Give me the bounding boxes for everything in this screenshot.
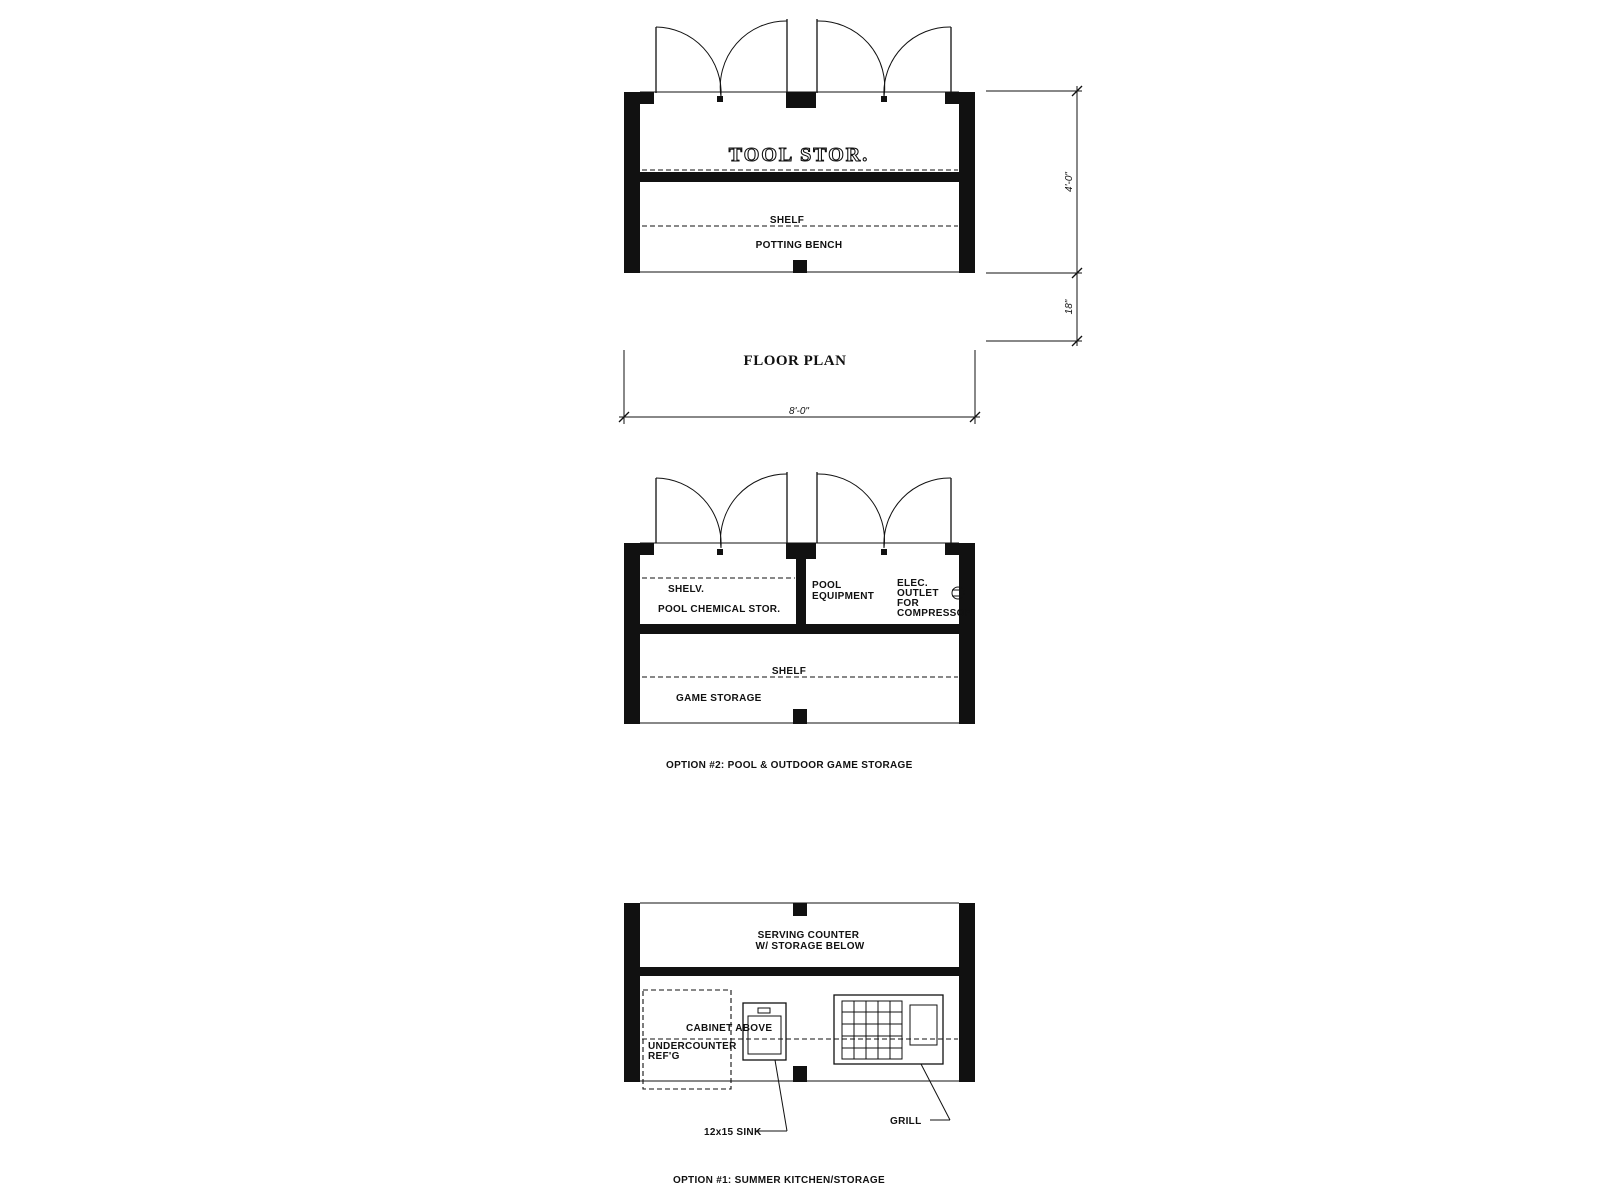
double-door-right	[817, 19, 951, 102]
game-storage-label: GAME STORAGE	[676, 693, 762, 704]
option-2-caption: OPTION #2: POOL & OUTDOOR GAME STORAGE	[666, 760, 913, 771]
shelv-label: SHELV.	[668, 584, 705, 595]
sink-label: 12x15 SINK	[704, 1127, 762, 1138]
double-door-left	[656, 19, 787, 102]
floor-plan-option-1	[624, 903, 975, 1186]
shelf-label: SHELF	[771, 666, 807, 677]
floor-plan-title: FLOOR PLAN	[743, 353, 847, 369]
shelf-label: SHELF	[769, 215, 805, 226]
dimension-depth	[986, 86, 1082, 346]
floor-plan-option-2	[624, 472, 975, 771]
tool-storage-label: TOOL STOR.	[728, 144, 870, 166]
width-dimension-label: 8'-0"	[789, 406, 809, 417]
floor-plan-top	[619, 19, 1082, 424]
grill-label: GRILL	[890, 1116, 922, 1127]
option-1-caption: OPTION #1: SUMMER KITCHEN/STORAGE	[673, 1175, 885, 1186]
pool-chemical-storage-label: POOL CHEMICAL STOR.	[658, 604, 781, 615]
elec-outlet-label: ELEC. OUTLET FOR COMPRESSOR	[897, 578, 973, 619]
pool-equipment-label: POOL EQUIPMENT	[812, 580, 875, 602]
potting-bench-label: POTTING BENCH	[755, 240, 843, 251]
grill-icon	[834, 995, 950, 1120]
cabinet-above-label: CABINET ABOVE	[686, 1023, 773, 1034]
depth-dimension-label: 4'-0"	[1064, 172, 1075, 192]
serving-counter-label: SERVING COUNTER W/ STORAGE BELOW	[755, 930, 865, 952]
undercounter-refg-label: UNDERCOUNTER REF'G	[648, 1041, 737, 1062]
overhang-dimension-label: 18"	[1064, 299, 1075, 315]
